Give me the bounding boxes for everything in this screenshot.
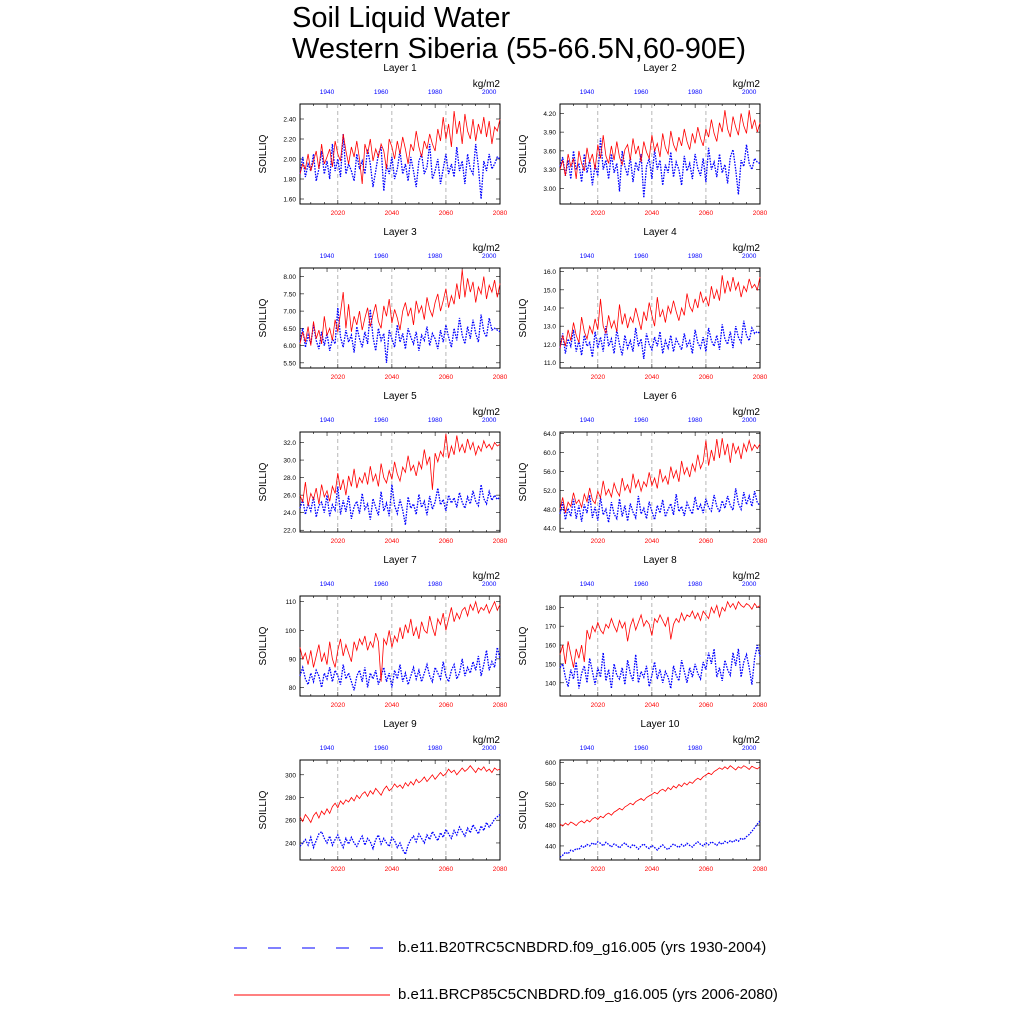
series-line-historical: [560, 645, 760, 688]
panel-layer-4: [518, 227, 768, 381]
series-line-historical: [560, 488, 760, 522]
y-tick-label: 2.40: [283, 116, 296, 124]
x-top-tick-label: 2000: [481, 581, 497, 588]
y-axis-label: SOILLIQ: [518, 626, 529, 666]
y-tick-label: 22.0: [283, 527, 296, 535]
x-top-tick-label: 2000: [481, 89, 497, 96]
x-tick-label: 2080: [752, 210, 768, 217]
panel-frame: [560, 432, 760, 532]
panel-frame: [300, 760, 500, 860]
y-tick-label: 60.0: [543, 449, 556, 457]
x-tick-label: 2040: [384, 702, 400, 709]
panel-layer-6: [518, 391, 768, 545]
y-tick-label: 15.0: [543, 287, 556, 295]
panel-layer-9: [258, 719, 508, 873]
x-tick-label: 2080: [492, 702, 508, 709]
y-tick-label: 24.0: [283, 510, 296, 518]
x-tick-label: 2080: [752, 702, 768, 709]
units-label: kg/m2: [472, 243, 500, 254]
y-tick-label: 80: [288, 684, 296, 692]
units-label: kg/m2: [472, 571, 500, 582]
panel-title: Layer 2: [643, 63, 677, 74]
x-top-tick-label: 1960: [373, 89, 389, 96]
y-tick-label: 240: [285, 840, 296, 848]
y-tick-label: 520: [545, 801, 556, 809]
y-tick-label: 140: [545, 680, 556, 688]
x-tick-label: 2060: [698, 866, 714, 873]
x-tick-label: 2020: [590, 374, 606, 381]
y-tick-label: 12.0: [543, 341, 556, 349]
y-tick-label: 7.50: [283, 291, 296, 299]
y-tick-label: 440: [545, 843, 556, 851]
x-top-tick-label: 2000: [481, 417, 497, 424]
y-tick-label: 90: [288, 656, 296, 664]
y-tick-label: 5.50: [283, 360, 296, 368]
x-tick-label: 2080: [492, 210, 508, 217]
x-tick-label: 2060: [698, 374, 714, 381]
panel-layer-7: [258, 555, 508, 709]
y-tick-label: 480: [545, 822, 556, 830]
panel-layer-1: [258, 63, 508, 217]
series-line-historical: [560, 138, 760, 197]
y-tick-label: 3.30: [543, 167, 556, 175]
units-label: kg/m2: [732, 571, 760, 582]
y-tick-label: 3.90: [543, 129, 556, 137]
panel-title: Layer 3: [383, 227, 417, 238]
x-tick-label: 2020: [590, 210, 606, 217]
units-label: kg/m2: [732, 79, 760, 90]
y-tick-label: 560: [545, 780, 556, 788]
x-tick-label: 2060: [438, 374, 454, 381]
x-tick-label: 2060: [698, 702, 714, 709]
panel-title: Layer 4: [643, 227, 677, 238]
x-tick-label: 2040: [644, 702, 660, 709]
x-tick-label: 2080: [492, 374, 508, 381]
x-top-tick-label: 1980: [427, 745, 443, 752]
units-label: kg/m2: [472, 407, 500, 418]
legend-swatch-rcp85: [232, 990, 392, 1000]
x-tick-label: 2040: [644, 538, 660, 545]
x-top-tick-label: 1940: [319, 417, 335, 424]
x-top-tick-label: 1980: [427, 89, 443, 96]
x-top-tick-label: 1960: [633, 417, 649, 424]
y-tick-label: 30.0: [283, 457, 296, 465]
series-line-historical: [300, 308, 500, 363]
x-top-tick-label: 1980: [687, 89, 703, 96]
y-tick-label: 160: [545, 642, 556, 650]
x-tick-label: 2060: [438, 866, 454, 873]
x-top-tick-label: 2000: [741, 581, 757, 588]
y-tick-label: 16.0: [543, 269, 556, 277]
y-axis-label: SOILLIQ: [518, 134, 529, 174]
x-top-tick-label: 1940: [319, 745, 335, 752]
x-top-tick-label: 1940: [579, 253, 595, 260]
x-top-tick-label: 1960: [633, 581, 649, 588]
y-tick-label: 7.00: [283, 308, 296, 316]
panel-title: Layer 6: [643, 391, 677, 402]
y-tick-label: 8.00: [283, 274, 296, 282]
x-top-tick-label: 1940: [579, 417, 595, 424]
y-axis-label: SOILLIQ: [518, 790, 529, 830]
panel-layer-5: [258, 391, 508, 545]
y-tick-label: 28.0: [283, 475, 296, 483]
x-top-tick-label: 1980: [687, 581, 703, 588]
x-top-tick-label: 1960: [633, 745, 649, 752]
x-top-tick-label: 1960: [373, 253, 389, 260]
y-tick-label: 48.0: [543, 506, 556, 514]
series-line-rcp85: [560, 766, 760, 826]
units-label: kg/m2: [732, 735, 760, 746]
x-tick-label: 2040: [644, 374, 660, 381]
x-tick-label: 2080: [492, 866, 508, 873]
x-tick-label: 2020: [330, 702, 346, 709]
y-tick-label: 4.20: [543, 110, 556, 118]
legend-label-rcp85: b.e11.BRCP85C5CNBDRD.f09_g16.005 (yrs 2006-2080): [398, 986, 778, 1003]
x-tick-label: 2080: [492, 538, 508, 545]
x-tick-label: 2060: [698, 210, 714, 217]
panel-layer-2: [518, 63, 768, 217]
y-tick-label: 56.0: [543, 468, 556, 476]
x-top-tick-label: 1960: [633, 253, 649, 260]
panel-layer-10: [518, 719, 768, 873]
y-tick-label: 600: [545, 760, 556, 768]
x-top-tick-label: 1980: [687, 253, 703, 260]
units-label: kg/m2: [732, 243, 760, 254]
x-top-tick-label: 2000: [741, 745, 757, 752]
figure-title-line2: Western Siberia (55-66.5N,60-90E): [292, 33, 747, 65]
series-line-rcp85: [560, 275, 760, 348]
y-axis-label: SOILLIQ: [518, 462, 529, 502]
y-tick-label: 110: [285, 599, 296, 607]
x-top-tick-label: 1940: [579, 745, 595, 752]
series-line-historical: [300, 815, 500, 855]
y-tick-label: 14.0: [543, 305, 556, 313]
x-tick-label: 2060: [698, 538, 714, 545]
x-tick-label: 2080: [752, 374, 768, 381]
series-line-rcp85: [300, 766, 500, 823]
figure-title-line1: Soil Liquid Water: [292, 2, 511, 34]
series-line-rcp85: [300, 434, 500, 506]
x-tick-label: 2060: [438, 210, 454, 217]
x-tick-label: 2040: [384, 374, 400, 381]
panel-frame: [560, 596, 760, 696]
x-top-tick-label: 2000: [741, 417, 757, 424]
y-axis-label: SOILLIQ: [258, 626, 269, 666]
y-tick-label: 13.0: [543, 323, 556, 331]
y-axis-label: SOILLIQ: [258, 462, 269, 502]
x-tick-label: 2020: [330, 210, 346, 217]
x-top-tick-label: 2000: [741, 89, 757, 96]
y-tick-label: 280: [285, 795, 296, 802]
x-top-tick-label: 1960: [373, 745, 389, 752]
x-top-tick-label: 1980: [427, 581, 443, 588]
legend-swatch-historical: [232, 943, 392, 953]
x-top-tick-label: 2000: [481, 745, 497, 752]
y-tick-label: 100: [285, 627, 296, 635]
y-axis-label: SOILLIQ: [258, 298, 269, 338]
y-tick-label: 26.0: [283, 492, 296, 500]
x-top-tick-label: 1980: [427, 253, 443, 260]
x-top-tick-label: 2000: [741, 253, 757, 260]
x-top-tick-label: 1980: [687, 417, 703, 424]
panel-layer-3: [258, 227, 508, 381]
x-top-tick-label: 1940: [319, 581, 335, 588]
y-tick-label: 3.60: [543, 148, 556, 156]
x-tick-label: 2060: [438, 702, 454, 709]
x-top-tick-label: 1960: [373, 581, 389, 588]
x-top-tick-label: 1980: [687, 745, 703, 752]
y-tick-label: 1.80: [283, 176, 296, 184]
units-label: kg/m2: [472, 735, 500, 746]
x-tick-label: 2020: [330, 538, 346, 545]
x-tick-label: 2020: [330, 866, 346, 873]
x-top-tick-label: 1960: [373, 417, 389, 424]
x-tick-label: 2020: [590, 538, 606, 545]
x-tick-label: 2020: [330, 374, 346, 381]
x-tick-label: 2080: [752, 866, 768, 873]
x-tick-label: 2020: [590, 866, 606, 873]
x-tick-label: 2040: [384, 866, 400, 873]
y-axis-label: SOILLIQ: [258, 790, 269, 830]
panel-title: Layer 9: [383, 719, 417, 730]
series-line-historical: [300, 485, 500, 525]
y-tick-label: 180: [545, 604, 556, 612]
x-tick-label: 2040: [644, 866, 660, 873]
x-tick-label: 2040: [384, 210, 400, 217]
y-tick-label: 64.0: [543, 430, 556, 438]
y-axis-label: SOILLIQ: [258, 134, 269, 174]
y-tick-label: 2.00: [283, 156, 296, 164]
x-tick-label: 2080: [752, 538, 768, 545]
panel-title: Layer 1: [383, 63, 417, 74]
units-label: kg/m2: [732, 407, 760, 418]
x-top-tick-label: 1940: [579, 581, 595, 588]
y-tick-label: 32.0: [283, 440, 296, 448]
x-top-tick-label: 1940: [319, 253, 335, 260]
panel-title: Layer 7: [383, 555, 417, 566]
units-label: kg/m2: [472, 79, 500, 90]
y-tick-label: 6.50: [283, 325, 296, 333]
x-top-tick-label: 1960: [633, 89, 649, 96]
x-tick-label: 2040: [644, 210, 660, 217]
x-tick-label: 2040: [384, 538, 400, 545]
panel-frame: [560, 268, 760, 368]
panel-frame: [300, 268, 500, 368]
x-top-tick-label: 1940: [319, 89, 335, 96]
series-line-historical: [560, 821, 760, 858]
series-line-rcp85: [560, 602, 760, 668]
panel-title: Layer 10: [640, 719, 680, 730]
series-line-historical: [300, 647, 500, 690]
y-tick-label: 150: [545, 661, 556, 669]
y-tick-label: 170: [545, 623, 556, 631]
y-axis-label: SOILLIQ: [518, 298, 529, 338]
y-tick-label: 2.20: [283, 136, 296, 144]
y-tick-label: 3.00: [543, 185, 556, 193]
panel-layer-8: [518, 555, 768, 709]
y-tick-label: 6.00: [283, 343, 296, 351]
series-line-rcp85: [300, 270, 500, 346]
y-tick-label: 260: [285, 817, 296, 825]
y-tick-label: 300: [285, 772, 296, 780]
x-top-tick-label: 1940: [579, 89, 595, 96]
y-tick-label: 1.60: [283, 196, 296, 204]
panel-title: Layer 8: [643, 555, 677, 566]
y-tick-label: 11.0: [543, 360, 556, 368]
series-line-historical: [300, 134, 500, 199]
y-tick-label: 52.0: [543, 487, 556, 495]
y-tick-label: 44.0: [543, 525, 556, 533]
x-top-tick-label: 1980: [427, 417, 443, 424]
x-tick-label: 2020: [590, 702, 606, 709]
x-top-tick-label: 2000: [481, 253, 497, 260]
x-tick-label: 2060: [438, 538, 454, 545]
legend-label-historical: b.e11.B20TRC5CNBDRD.f09_g16.005 (yrs 1930-2004): [398, 939, 767, 956]
panel-title: Layer 5: [383, 391, 417, 402]
